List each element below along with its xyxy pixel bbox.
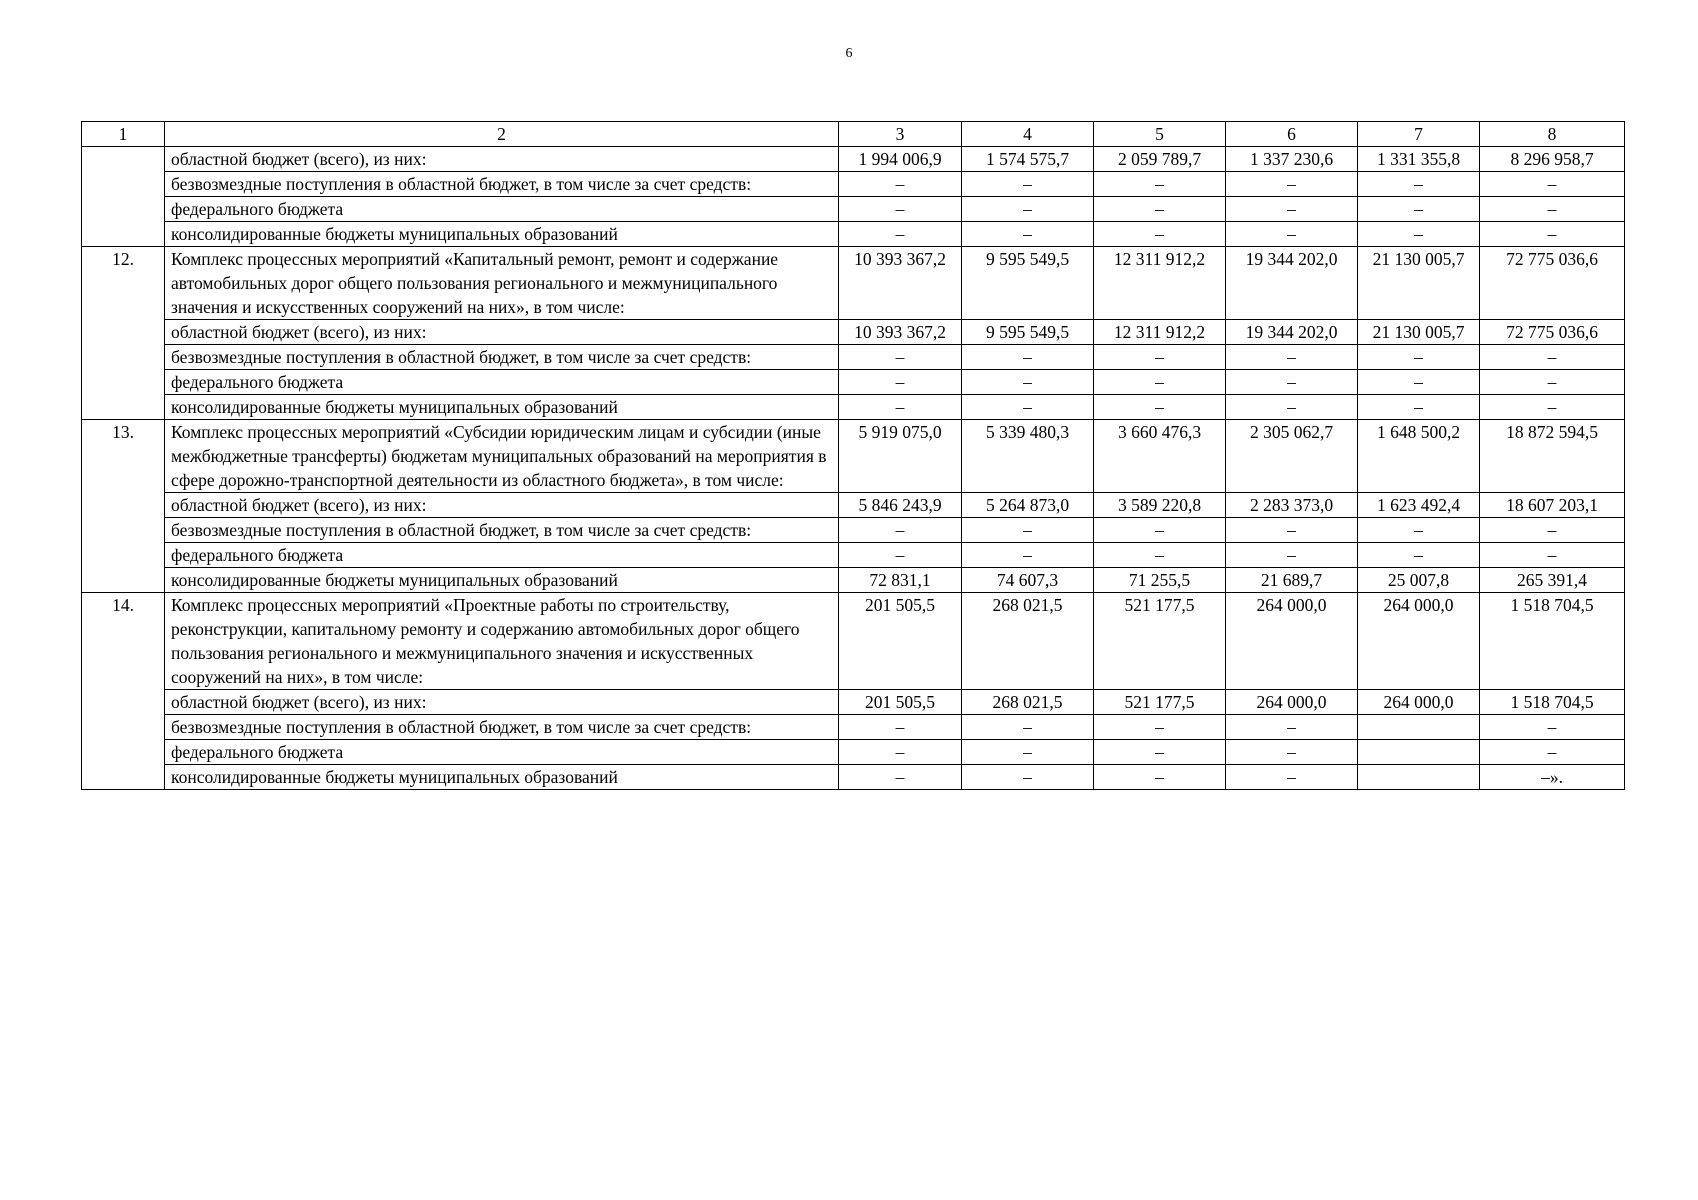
value-cell: – — [962, 765, 1094, 790]
value-cell: 18 607 203,1 — [1480, 493, 1625, 518]
value-cell: – — [839, 543, 962, 568]
value-cell: 1 648 500,2 — [1358, 420, 1480, 493]
value-cell: – — [962, 172, 1094, 197]
value-cell — [1358, 765, 1480, 790]
row-label: консолидированные бюджеты муниципальных образований — [165, 222, 839, 247]
header-cell: 2 — [165, 122, 839, 147]
value-cell: – — [839, 370, 962, 395]
value-cell: 1 337 230,6 — [1226, 147, 1358, 172]
header-cell: 8 — [1480, 122, 1625, 147]
value-cell: 71 255,5 — [1094, 568, 1226, 593]
row-label: федерального бюджета — [165, 543, 839, 568]
value-cell: 268 021,5 — [962, 690, 1094, 715]
table-row — [82, 370, 1625, 395]
value-cell: 12 311 912,2 — [1094, 320, 1226, 345]
value-cell: – — [1226, 765, 1358, 790]
value-cell: 19 344 202,0 — [1226, 320, 1358, 345]
table-row — [82, 690, 1625, 715]
value-cell: 18 872 594,5 — [1480, 420, 1625, 493]
value-cell: – — [1480, 172, 1625, 197]
value-cell: – — [1094, 518, 1226, 543]
value-cell: – — [839, 395, 962, 420]
row-index: 13. — [82, 420, 165, 593]
value-cell: – — [962, 222, 1094, 247]
value-cell: – — [1226, 518, 1358, 543]
row-index: 14. — [82, 593, 165, 790]
row-label: консолидированные бюджеты муниципальных образований — [165, 568, 839, 593]
row-label: безвозмездные поступления в областной бюджет, в том числе за счет средств: — [165, 172, 839, 197]
value-cell: 265 391,4 — [1480, 568, 1625, 593]
value-cell: – — [839, 345, 962, 370]
header-cell: 7 — [1358, 122, 1480, 147]
row-index — [82, 147, 165, 247]
value-cell: – — [839, 222, 962, 247]
row-label: Комплекс процессных мероприятий «Капитальный ремонт, ремонт и содержание автомобильных дорог общего пользования регионального и межмуниципального значения и искусственных сооружений на них», в том числе: — [165, 247, 839, 320]
value-cell: – — [1226, 172, 1358, 197]
value-cell: 264 000,0 — [1358, 690, 1480, 715]
value-cell: 5 264 873,0 — [962, 493, 1094, 518]
value-cell: 1 518 704,5 — [1480, 690, 1625, 715]
header-cell: 4 — [962, 122, 1094, 147]
value-cell: – — [1226, 345, 1358, 370]
value-cell: – — [1480, 715, 1625, 740]
table-row — [82, 320, 1625, 345]
row-label: безвозмездные поступления в областной бюджет, в том числе за счет средств: — [165, 345, 839, 370]
table-row — [82, 715, 1625, 740]
row-label: областной бюджет (всего), из них: — [165, 147, 839, 172]
header-cell: 3 — [839, 122, 962, 147]
row-label: областной бюджет (всего), из них: — [165, 493, 839, 518]
value-cell: 268 021,5 — [962, 593, 1094, 690]
table-row — [82, 247, 1625, 320]
value-cell: 5 339 480,3 — [962, 420, 1094, 493]
value-cell: 19 344 202,0 — [1226, 247, 1358, 320]
value-cell: 5 846 243,9 — [839, 493, 962, 518]
value-cell: – — [1094, 715, 1226, 740]
table-row — [82, 765, 1625, 790]
value-cell: – — [1358, 197, 1480, 222]
value-cell: –». — [1480, 765, 1625, 790]
row-label: Комплекс процессных мероприятий «Субсидии юридическим лицам и субсидии (иные межбюджетные трансферты) бюджетам муниципальных образований на мероприятия в сфере дорожно-транспортной деятельности из областного бюджета», в том числе: — [165, 420, 839, 493]
value-cell: 2 283 373,0 — [1226, 493, 1358, 518]
value-cell: 264 000,0 — [1226, 593, 1358, 690]
value-cell: – — [1358, 370, 1480, 395]
row-label: федерального бюджета — [165, 740, 839, 765]
value-cell: – — [1480, 543, 1625, 568]
value-cell: 8 296 958,7 — [1480, 147, 1625, 172]
value-cell: 2 059 789,7 — [1094, 147, 1226, 172]
value-cell: – — [1480, 518, 1625, 543]
value-cell: 201 505,5 — [839, 690, 962, 715]
value-cell: 1 331 355,8 — [1358, 147, 1480, 172]
header-cell: 1 — [82, 122, 165, 147]
value-cell — [1358, 715, 1480, 740]
value-cell: – — [962, 518, 1094, 543]
value-cell: – — [1094, 222, 1226, 247]
value-cell: – — [1094, 370, 1226, 395]
row-label: безвозмездные поступления в областной бюджет, в том числе за счет средств: — [165, 518, 839, 543]
value-cell: 72 775 036,6 — [1480, 247, 1625, 320]
value-cell: 1 518 704,5 — [1480, 593, 1625, 690]
value-cell: 3 589 220,8 — [1094, 493, 1226, 518]
row-index: 12. — [82, 247, 165, 420]
table-row — [82, 420, 1625, 493]
value-cell: – — [1094, 543, 1226, 568]
value-cell: – — [962, 543, 1094, 568]
table-row — [82, 593, 1625, 690]
value-cell: – — [1480, 395, 1625, 420]
value-cell: – — [839, 172, 962, 197]
value-cell: – — [962, 370, 1094, 395]
value-cell: 72 775 036,6 — [1480, 320, 1625, 345]
value-cell: – — [1480, 222, 1625, 247]
value-cell: – — [839, 518, 962, 543]
value-cell: – — [1358, 222, 1480, 247]
value-cell: 21 689,7 — [1226, 568, 1358, 593]
value-cell: 1 994 006,9 — [839, 147, 962, 172]
value-cell: – — [1226, 370, 1358, 395]
value-cell: 1 574 575,7 — [962, 147, 1094, 172]
value-cell: 264 000,0 — [1226, 690, 1358, 715]
header-cell: 5 — [1094, 122, 1226, 147]
table-row — [82, 345, 1625, 370]
value-cell: 72 831,1 — [839, 568, 962, 593]
value-cell: 74 607,3 — [962, 568, 1094, 593]
value-cell: 5 919 075,0 — [839, 420, 962, 493]
row-label: федерального бюджета — [165, 370, 839, 395]
value-cell: 521 177,5 — [1094, 690, 1226, 715]
table-row — [82, 493, 1625, 518]
value-cell: – — [1094, 172, 1226, 197]
value-cell: – — [1226, 395, 1358, 420]
value-cell: – — [1226, 197, 1358, 222]
value-cell: – — [1480, 740, 1625, 765]
value-cell: – — [1094, 740, 1226, 765]
value-cell: – — [962, 740, 1094, 765]
value-cell: – — [1358, 395, 1480, 420]
value-cell: – — [1358, 345, 1480, 370]
value-cell: 3 660 476,3 — [1094, 420, 1226, 493]
row-label: консолидированные бюджеты муниципальных образований — [165, 765, 839, 790]
table-row — [82, 222, 1625, 247]
row-label: областной бюджет (всего), из них: — [165, 690, 839, 715]
value-cell: 9 595 549,5 — [962, 247, 1094, 320]
value-cell: 21 130 005,7 — [1358, 320, 1480, 345]
table-row — [82, 543, 1625, 568]
value-cell: – — [1094, 197, 1226, 222]
value-cell: – — [839, 740, 962, 765]
value-cell: 10 393 367,2 — [839, 247, 962, 320]
value-cell: 25 007,8 — [1358, 568, 1480, 593]
value-cell: – — [839, 765, 962, 790]
value-cell: – — [1480, 197, 1625, 222]
value-cell: 21 130 005,7 — [1358, 247, 1480, 320]
value-cell: 2 305 062,7 — [1226, 420, 1358, 493]
row-label: безвозмездные поступления в областной бюджет, в том числе за счет средств: — [165, 715, 839, 740]
row-label: консолидированные бюджеты муниципальных образований — [165, 395, 839, 420]
value-cell: 201 505,5 — [839, 593, 962, 690]
value-cell: – — [962, 197, 1094, 222]
table-row — [82, 172, 1625, 197]
value-cell: – — [1226, 543, 1358, 568]
value-cell: – — [1358, 172, 1480, 197]
value-cell: – — [1358, 543, 1480, 568]
budget-table — [81, 121, 1625, 790]
value-cell: – — [1226, 715, 1358, 740]
table-row — [82, 568, 1625, 593]
value-cell: – — [962, 345, 1094, 370]
table-row — [82, 395, 1625, 420]
page-number: 6 — [845, 46, 853, 61]
value-cell: – — [1226, 222, 1358, 247]
value-cell: – — [1480, 345, 1625, 370]
row-label: Комплекс процессных мероприятий «Проектные работы по строительству, реконструкции, капитальному ремонту и содержанию автомобильных дорог общего пользования регионального и межмуниципального значения и искусственных сооружений на них», в том числе: — [165, 593, 839, 690]
value-cell: 521 177,5 — [1094, 593, 1226, 690]
row-label: областной бюджет (всего), из них: — [165, 320, 839, 345]
header-cell: 6 — [1226, 122, 1358, 147]
value-cell: – — [839, 197, 962, 222]
value-cell: 1 623 492,4 — [1358, 493, 1480, 518]
value-cell: – — [962, 715, 1094, 740]
value-cell: 10 393 367,2 — [839, 320, 962, 345]
table-row — [82, 518, 1625, 543]
value-cell: – — [1358, 518, 1480, 543]
value-cell: – — [1480, 370, 1625, 395]
value-cell: – — [1094, 345, 1226, 370]
value-cell — [1358, 740, 1480, 765]
value-cell: 12 311 912,2 — [1094, 247, 1226, 320]
table-row — [82, 147, 1625, 172]
value-cell: 264 000,0 — [1358, 593, 1480, 690]
table-header-row — [82, 122, 1625, 147]
value-cell: 9 595 549,5 — [962, 320, 1094, 345]
table-body — [82, 147, 1625, 790]
row-label: федерального бюджета — [165, 197, 839, 222]
value-cell: – — [1094, 765, 1226, 790]
value-cell: – — [1226, 740, 1358, 765]
value-cell: – — [839, 715, 962, 740]
table-row — [82, 740, 1625, 765]
table-row — [82, 197, 1625, 222]
value-cell: – — [962, 395, 1094, 420]
value-cell: – — [1094, 395, 1226, 420]
